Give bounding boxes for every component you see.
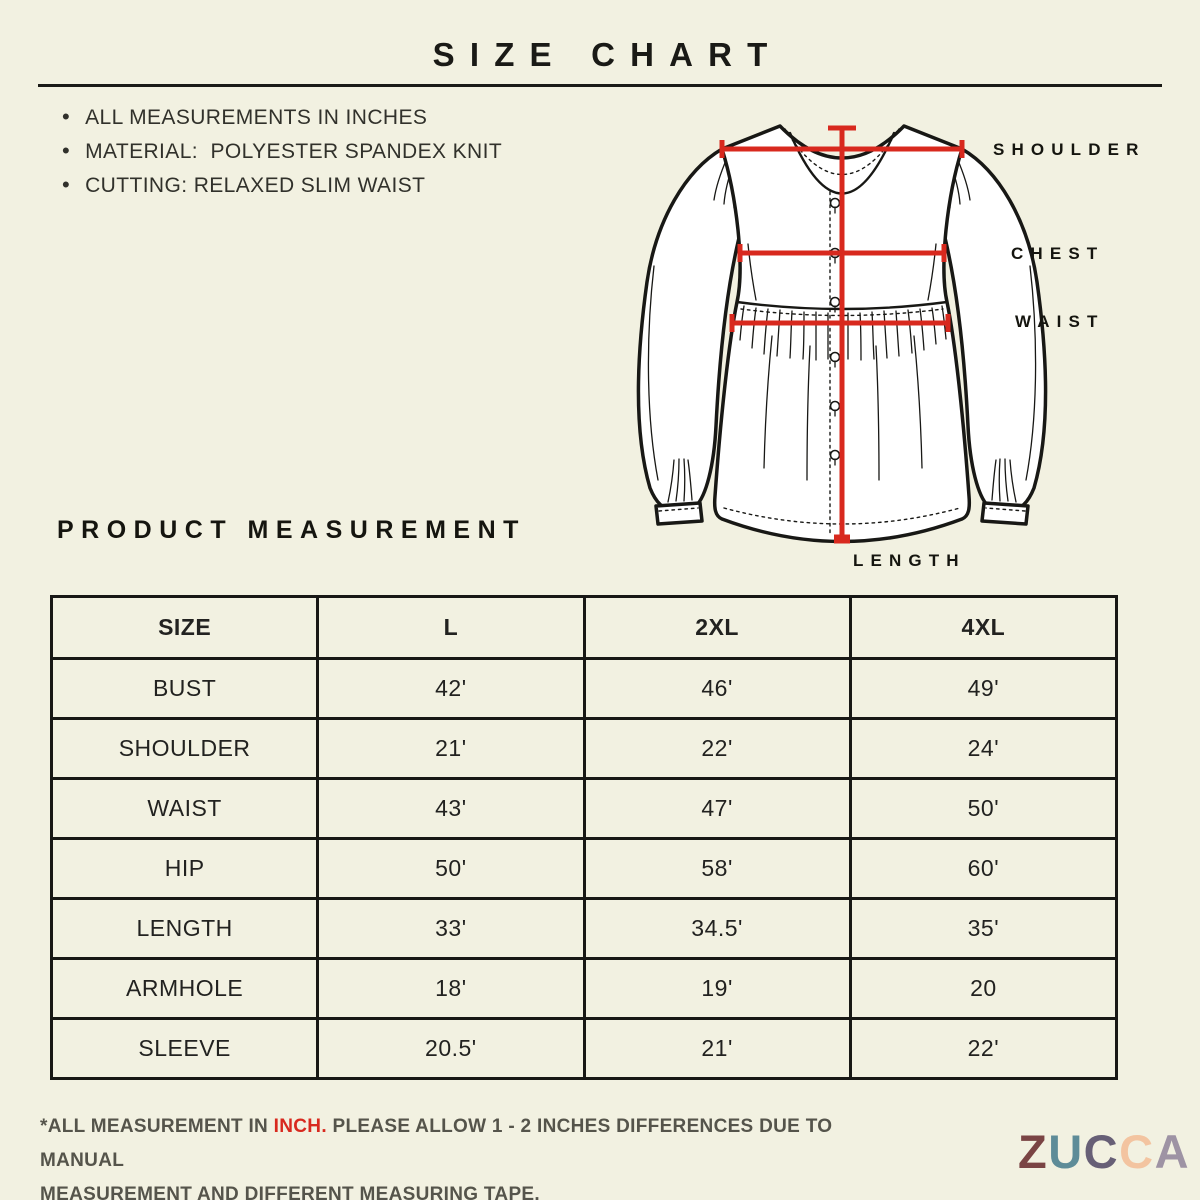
cell-value: 20.5' bbox=[318, 1019, 584, 1079]
note-item: • MATERIAL: POLYESTER SPANDEX KNIT bbox=[62, 138, 502, 164]
cell-value: 34.5' bbox=[584, 899, 850, 959]
cell-value: 20 bbox=[850, 959, 1116, 1019]
row-label: ARMHOLE bbox=[52, 959, 318, 1019]
blouse-technical-sketch bbox=[626, 96, 1058, 552]
footnote-text: PLEASE ALLOW 1 - 2 INCHES DIFFERENCES DUE TO MANUAL bbox=[40, 1116, 833, 1171]
row-label: HIP bbox=[52, 839, 318, 899]
cell-value: 24' bbox=[850, 719, 1116, 779]
brand-letter: A bbox=[1154, 1125, 1191, 1178]
cell-value: 58' bbox=[584, 839, 850, 899]
col-header-4xl: 4XL bbox=[850, 597, 1116, 659]
cell-value: 22' bbox=[850, 1019, 1116, 1079]
cell-value: 50' bbox=[850, 779, 1116, 839]
row-label: WAIST bbox=[52, 779, 318, 839]
page-title: SIZE CHART bbox=[432, 36, 783, 73]
note-item: • CUTTING: RELAXED SLIM WAIST bbox=[62, 172, 502, 198]
brand-letter: C bbox=[1119, 1125, 1155, 1178]
row-label: SHOULDER bbox=[52, 719, 318, 779]
inch-highlight: INCH. bbox=[273, 1116, 327, 1137]
footnote-line-1 bbox=[40, 1110, 900, 1178]
col-header-l: L bbox=[318, 597, 584, 659]
col-header-2xl: 2XL bbox=[584, 597, 850, 659]
title-divider bbox=[38, 84, 1162, 87]
waist-label: WAIST bbox=[1015, 312, 1105, 331]
cell-value: 46' bbox=[584, 659, 850, 719]
cell-value: 22' bbox=[584, 719, 850, 779]
chest-label: CHEST bbox=[1011, 244, 1105, 263]
brand-letter: U bbox=[1048, 1125, 1084, 1178]
table-row bbox=[52, 1019, 1117, 1079]
cell-value: 21' bbox=[584, 1019, 850, 1079]
notes-list bbox=[62, 104, 502, 206]
section-title: PRODUCT MEASUREMENT bbox=[57, 516, 526, 544]
col-header-size: SIZE bbox=[52, 597, 318, 659]
brand-letter: C bbox=[1083, 1125, 1120, 1178]
cell-value: 33' bbox=[318, 899, 584, 959]
table-header-row bbox=[52, 597, 1117, 659]
footnote-text: *ALL MEASUREMENT IN bbox=[40, 1116, 274, 1137]
cell-value: 49' bbox=[850, 659, 1116, 719]
footnote bbox=[40, 1110, 900, 1200]
footnote-line-2: MEASUREMENT AND DIFFERENT MEASURING TAPE. bbox=[40, 1184, 540, 1200]
length-label: LENGTH bbox=[853, 551, 966, 570]
cell-value: 60' bbox=[850, 839, 1116, 899]
table-row bbox=[52, 959, 1117, 1019]
shoulder-label: SHOULDER bbox=[993, 140, 1146, 159]
cell-value: 21' bbox=[318, 719, 584, 779]
table-row bbox=[52, 839, 1117, 899]
table-row bbox=[52, 659, 1117, 719]
cell-value: 50' bbox=[318, 839, 584, 899]
note-item: • ALL MEASUREMENTS IN INCHES bbox=[62, 104, 502, 130]
cell-value: 43' bbox=[318, 779, 584, 839]
cell-value: 47' bbox=[584, 779, 850, 839]
brand-logo bbox=[1018, 1124, 1190, 1179]
table-row bbox=[52, 779, 1117, 839]
row-label: BUST bbox=[52, 659, 318, 719]
cell-value: 35' bbox=[850, 899, 1116, 959]
measurement-table bbox=[50, 595, 1118, 1080]
row-label: LENGTH bbox=[52, 899, 318, 959]
cell-value: 19' bbox=[584, 959, 850, 1019]
table-row bbox=[52, 899, 1117, 959]
table-row bbox=[52, 719, 1117, 779]
brand-letter: Z bbox=[1018, 1125, 1049, 1178]
garment-diagram bbox=[626, 96, 1058, 552]
cell-value: 42' bbox=[318, 659, 584, 719]
row-label: SLEEVE bbox=[52, 1019, 318, 1079]
cell-value: 18' bbox=[318, 959, 584, 1019]
